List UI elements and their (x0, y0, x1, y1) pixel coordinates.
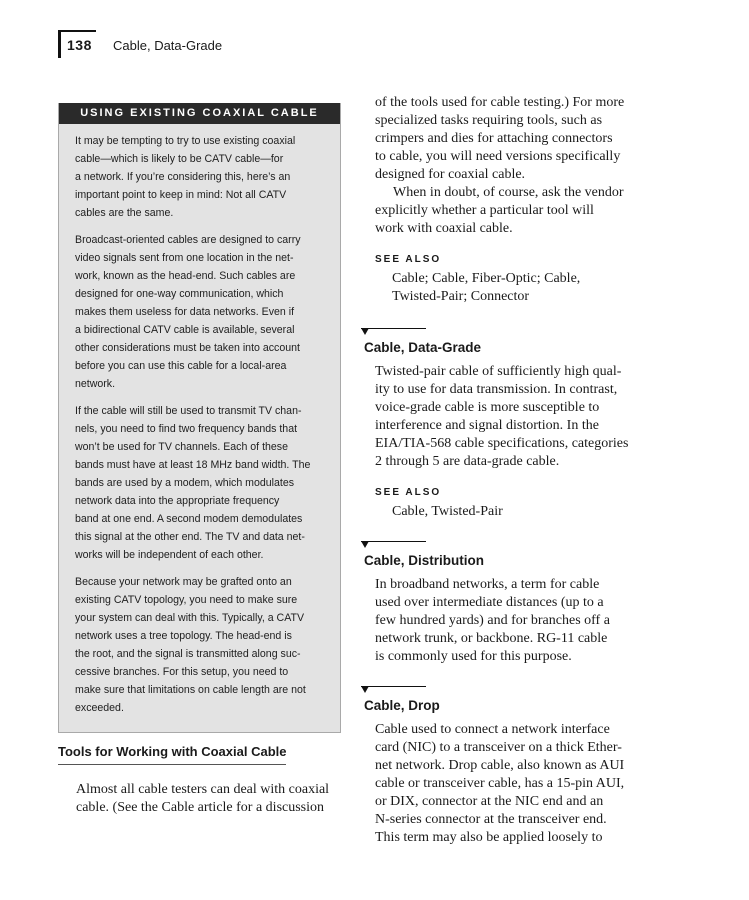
continuation-paragraph: When in doubt, of course, ask the vendor explicitly whether a particular tool will work with coaxial cable. (375, 185, 624, 236)
right-column (361, 94, 651, 847)
sidebar-box (58, 103, 341, 733)
running-head: Cable, Data-Grade (113, 38, 223, 53)
header-bar (58, 30, 61, 58)
sidebar-title: USING EXISTING COAXIAL CABLE (59, 103, 340, 124)
sidebar-body (59, 124, 340, 717)
see-also-label: SEE ALSO (375, 487, 442, 498)
entry-cable-drop (361, 686, 651, 847)
see-also-refs: Cable, Twisted-Pair (392, 504, 503, 519)
entry-body: Cable used to connect a network interface card (NIC) to a transceiver on a thick Ether- net network. Drop cable, also known as AUI cable or transceiver cable, has a 15-pin AUI, or DIX, connector at the NIC end and an N-series connector at the transceiver end. This term may also be applied loosely to (375, 722, 625, 845)
entry-cable-data-grade (361, 328, 651, 521)
entry-body: Twisted-pair cable of sufficiently high qual- ity to use for data transmission. In contrast, voice-grade cable is more susceptible to interference and signal distortion. In the EIA/TIA-568 cable specifications, categories 2 through 5 are data-grade cable. (375, 364, 629, 469)
header-rule (58, 30, 96, 32)
continuation-paragraph: of the tools used for cable testing.) For more specialized tasks requiring tools, such as crimpers and dies for attaching connectors to cable, you will need versions specifically designed for coaxial cable. (375, 95, 625, 182)
sidebar-paragraph: Broadcast-oriented cables are designed to carry video signals sent from one location in the net- work, known as the head-end. Such cables are designed for one-way communication, which makes them useless for data networks. Even if a bidirectional CATV cable is available, several other considerations must be taken into account before you can use this cable for a local-area network. (75, 234, 301, 390)
see-also-refs: Cable; Cable, Fiber-Optic; Cable, Twisted-Pair; Connector (392, 271, 581, 304)
tools-body: Almost all cable testers can deal with coaxial cable. (See the Cable article for a discussion (76, 782, 330, 815)
entry-marker (361, 328, 651, 338)
entry-title: Cable, Data-Grade (364, 340, 482, 355)
page-number: 138 (67, 37, 92, 53)
entry-marker (361, 686, 651, 696)
entry-cable-distribution (361, 541, 651, 666)
entry-title: Cable, Drop (364, 698, 440, 713)
sidebar-paragraph: It may be tempting to try to use existing coaxial cable—which is likely to be CATV cable—for a network. If you’re considering this, here’s an important point to keep in mind: Not all CATV cables are the same. (75, 135, 296, 219)
tools-heading: Tools for Working with Coaxial Cable (58, 744, 286, 765)
sidebar-paragraph: Because your network may be grafted onto an existing CATV topology, you need to make sure your system can deal with this. Typically, a CATV network uses a tree topology. The head-end is the root, and the signal is transmitted along suc- cessive branches. For this setup, you need to make sure that limitations on cable length are not exceeded. (75, 576, 306, 714)
see-also-label: SEE ALSO (375, 254, 442, 265)
tools-section (58, 743, 341, 817)
entry-marker (361, 541, 651, 551)
entry-title: Cable, Distribution (364, 553, 485, 568)
sidebar-paragraph: If the cable will still be used to transmit TV chan- nels, you need to find two frequency bands that won’t be used for TV channels. Each of these bands must have at least 18 MHz band width. The bands are used by a modem, which modulates network data into the appropriate frequency band at one end. A second modem demodulates this signal at the other end. The TV and data net- works will be independent of each other. (75, 405, 311, 561)
entry-body: In broadband networks, a term for cable used over intermediate distances (up to a few hundred yards) and for branches off a network trunk, or backbone. RG-11 cable is commonly used for this purpose. (375, 577, 610, 664)
